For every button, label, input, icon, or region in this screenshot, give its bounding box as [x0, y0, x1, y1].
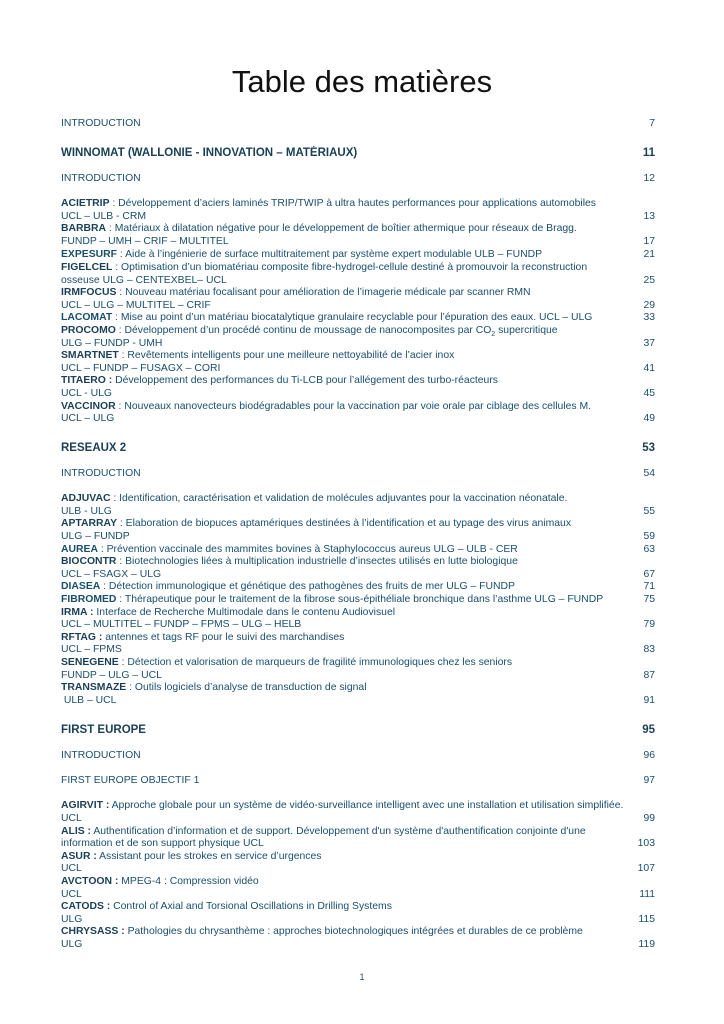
toc-section-reseaux[interactable]: RESEAUX 2 53 — [61, 442, 655, 454]
toc-entry-desc: ALIS : Authentification d’information et de support. Développement d'un système d'authentification conjointe d'une — [61, 826, 586, 837]
toc-entry-rftag[interactable]: UCL – FPMS 83 — [61, 644, 655, 655]
page-title: Table des matières — [231, 64, 493, 99]
toc-entry-biocontr[interactable]: UCL – FSAGX – ULG 67 — [61, 569, 655, 580]
toc-entry-vaccinor[interactable]: UCL – ULG 49 — [61, 413, 655, 424]
toc-entry-desc: ASUR : Assistant pour les strokes en service d’urgences — [61, 851, 322, 862]
toc-entry-expesurf[interactable]: EXPESURF : Aide à l’ingénierie de surface multitraitement par système expert modulable ULB – FUNDP 21 — [61, 249, 655, 260]
toc-entry-desc: VACCINOR : Nouveaux nanovecteurs biodégradables pour la vaccination par voie orale par ciblage des cellules M. — [61, 401, 592, 412]
toc-entry-fibromed[interactable]: FIBROMED : Thérapeutique pour le traitement de la fibrose sous-épithéliale bronchique dans l’asthme ULG – FUNDP 75 — [61, 594, 655, 605]
toc-entry-barbra[interactable]: FUNDP – UMH – CRIF – MULTITEL 17 — [61, 236, 655, 247]
toc-entry-desc: AVCTOON : MPEG-4 : Compression vidéo — [61, 876, 259, 887]
toc-entry-irmfocus[interactable]: UCL – ULG – MULTITEL – CRIF 29 — [61, 300, 655, 311]
toc-entry-first-europe-objectif-1[interactable]: FIRST EUROPE OBJECTIF 1 97 — [61, 775, 655, 786]
toc-entry-desc: ACIETRIP : Développement d’aciers laminés TRIP/TWIP à ultra hautes performances pour applications automobiles — [61, 198, 596, 209]
toc-entry-transmaze[interactable]: ULB – UCL 91 — [61, 695, 655, 706]
toc-entry-agirvit[interactable]: UCL 99 — [61, 813, 655, 824]
toc-entry-desc: SENEGENE : Détection et valorisation de marqueurs de fragilité immunologiques chez les seniors — [61, 657, 513, 668]
toc-entry-desc: PROCOMO : Développement d’un procédé continu de moussage de nanocomposites par $CO_2$ supercritique — [61, 325, 558, 339]
toc-section-first-europe[interactable]: FIRST EUROPE 95 — [61, 724, 655, 736]
toc-entry-desc: ADJUVAC : Identification, caractérisation et validation de molécules adjuvantes pour la vaccination néonatale. — [61, 493, 568, 504]
toc-entry-acietrip[interactable]: UCL – ULB - CRM 13 — [61, 211, 655, 222]
toc-entry-introduction[interactable]: INTRODUCTION 96 — [61, 750, 655, 761]
toc-entry-figelcel[interactable]: osseuse ULG – CENTEXBEL– UCL 25 — [61, 275, 655, 286]
toc-entry-lacomat[interactable]: LACOMAT : Mise au point d’un matériau biocatalytique granulaire recyclable pour l’épuration des eaux. UCL – ULG 33 — [61, 312, 655, 323]
toc-entry-procomo[interactable]: ULG – FUNDP - UMH 37 — [61, 338, 655, 349]
toc-entry-catods[interactable]: ULG 115 — [61, 914, 655, 925]
toc-entry-desc: TITAERO : Développement des performances du Ti-LCB pour l’allégement des turbo-réacteurs — [61, 375, 498, 386]
toc-entry-desc: FIGELCEL : Optimisation d’un biomatériau composite fibre-hydrogel-cellule destiné à promouvoir la reconstruction — [61, 262, 588, 273]
toc-entry-desc: CHRYSASS : Pathologies du chrysanthème : approches biotechnologiques intégrées et durables de ce problème — [61, 926, 583, 937]
toc-entry-avctoon[interactable]: UCL 111 — [61, 889, 655, 900]
toc-entry-desc: IRMFOCUS : Nouveau matériau focalisant pour amélioration de l’imagerie médicale par scanner RMN — [61, 287, 531, 298]
toc-entry-desc: SMARTNET : Revêtements intelligents pour une meilleure nettoyabilité de l’acier inox — [61, 350, 455, 361]
toc-entry-aurea[interactable]: AUREA : Prévention vaccinale des mammites bovines à Staphylococcus aureus ULG – ULB - CER 63 — [61, 544, 655, 555]
toc-entry-alis[interactable]: information et de son support physique UCL 103 — [61, 838, 655, 849]
toc-entry-desc: BARBRA : Matériaux à dilatation négative pour le développement de boîtier athermique pour réseaux de Bragg. — [61, 223, 577, 234]
toc-entry-asur[interactable]: UCL 107 — [61, 863, 655, 874]
toc-entry-introduction[interactable]: INTRODUCTION 7 — [61, 118, 655, 129]
toc-entry-smartnet[interactable]: UCL – FUNDP – FUSAGX – CORI 41 — [61, 363, 655, 374]
toc-entry-introduction[interactable]: INTRODUCTION 12 — [61, 173, 655, 184]
toc-section-winnomat[interactable]: WINNOMAT (WALLONIE - INNOVATION – MATÉRIAUX) 11 — [61, 147, 655, 159]
toc-entry-desc: BIOCONTR : Biotechnologies liées à multiplication industrielle d’insectes utilisés en lutte biologique — [61, 556, 518, 567]
toc-entry-desc: APTARRAY : Elaboration de biopuces aptamériques destinées à l’identification et au typage des virus animaux — [61, 518, 572, 529]
toc-entry-introduction[interactable]: INTRODUCTION 54 — [61, 468, 655, 479]
toc-entry-senegene[interactable]: FUNDP – ULG – UCL 87 — [61, 670, 655, 681]
toc-entry-aptarray[interactable]: ULG – FUNDP 59 — [61, 531, 655, 542]
toc-entry-adjuvac[interactable]: ULB - ULG 55 — [61, 506, 655, 517]
page-number: 1 — [359, 972, 365, 982]
toc-entry-chrysass[interactable]: ULG 119 — [61, 939, 655, 950]
toc-entry-desc: IRMA : Interface de Recherche Multimodale dans le contenu Audiovisuel — [61, 607, 396, 618]
toc-entry-irma[interactable]: UCL – MULTITEL – FUNDP – FPMS – ULG – HELB 79 — [61, 619, 655, 630]
toc-entry-desc: AGIRVIT : Approche globale pour un système de vidéo-surveillance intelligent avec une installation et utilisation simplifiée. — [61, 800, 624, 811]
toc-entry-desc: RFTAG : antennes et tags RF pour le suivi des marchandises — [61, 632, 345, 643]
toc-entry-titaero[interactable]: UCL - ULG 45 — [61, 388, 655, 399]
toc-entry-desc: CATODS : Control of Axial and Torsional Oscillations in Drilling Systems — [61, 901, 392, 912]
toc-entry-diasea[interactable]: DIASEA : Détection immunologique et génétique des pathogènes des fruits de mer ULG – FUNDP 71 — [61, 581, 655, 592]
toc-entry-desc: TRANSMAZE : Outils logiciels d’analyse de transduction de signal — [61, 682, 367, 693]
